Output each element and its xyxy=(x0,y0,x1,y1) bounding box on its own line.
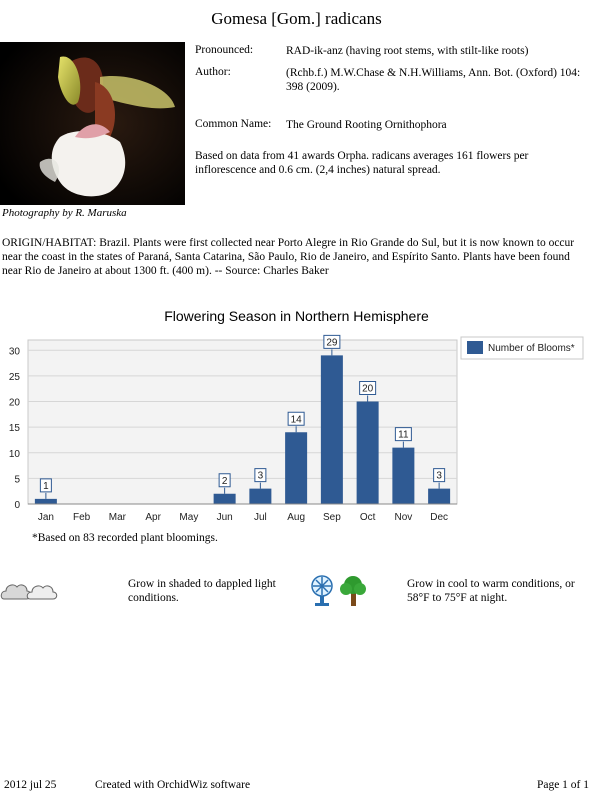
data-label: 3 xyxy=(436,470,442,482)
x-tick-label: Feb xyxy=(73,512,91,523)
footer-date: 2012 jul 25 xyxy=(4,779,57,791)
y-tick-label: 0 xyxy=(14,500,20,511)
pronounced-value: RAD-ik-anz (having root stems, with stilt-like roots) xyxy=(286,45,529,57)
bar-jun xyxy=(214,494,236,504)
bar-jan xyxy=(35,499,57,504)
light-conditions: Grow in shaded to dappled light conditions. xyxy=(128,578,276,604)
page-title: Gomesa [Gom.] radicans xyxy=(211,9,382,28)
data-label: 29 xyxy=(326,337,338,349)
common-name-label: Common Name: xyxy=(195,118,272,130)
legend-label: Number of Blooms* xyxy=(488,343,575,354)
data-label: 14 xyxy=(290,414,302,426)
common-name-value: The Ground Rooting Ornithophora xyxy=(286,119,447,131)
orchid-photo xyxy=(0,42,185,205)
x-tick-label: Sep xyxy=(322,512,341,523)
bar-dec xyxy=(428,489,450,504)
y-tick-label: 20 xyxy=(8,397,20,409)
x-tick-label: Jun xyxy=(216,512,233,523)
y-tick-label: 10 xyxy=(8,448,20,460)
x-tick-label: Dec xyxy=(430,512,449,523)
bar-oct xyxy=(357,402,379,505)
bar-aug xyxy=(285,432,307,504)
data-label: 1 xyxy=(43,480,49,492)
bar-sep xyxy=(321,355,343,504)
x-tick-label: Jul xyxy=(253,512,267,523)
x-tick-label: Aug xyxy=(287,512,306,523)
origin-habitat: ORIGIN/HABITAT: Brazil. Plants were first collected near Porto Alegre in Rio Grande do Sul, but it is now known to occur near the coast in the states of Paraná, Santa Catarina, São Paulo, Rio de Janeiro, and Espírito Santo. Plants have been found near Rio de Janeiro at about 1300 ft. (400 m). -- Source: Charles Baker xyxy=(2,237,575,277)
flowering-chart xyxy=(0,330,593,530)
y-tick-label: 25 xyxy=(8,371,20,383)
x-tick-label: Nov xyxy=(394,512,413,523)
author-label: Author: xyxy=(195,66,231,78)
data-label: 2 xyxy=(221,475,228,487)
legend-swatch xyxy=(467,341,483,354)
data-label: 20 xyxy=(362,383,374,395)
footer-software: Created with OrchidWiz software xyxy=(95,779,251,791)
y-tick-label: 15 xyxy=(8,423,20,435)
chart-title: Flowering Season in Northern Hemisphere xyxy=(164,308,429,324)
temperature-conditions: Grow in cool to warm conditions, or 58°F to 75°F at night. xyxy=(407,578,575,604)
y-tick-label: 30 xyxy=(8,346,20,358)
x-tick-label: Oct xyxy=(359,512,376,523)
photo-credit: Photography by R. Maruska xyxy=(2,207,127,219)
clouds-icon xyxy=(0,577,60,612)
x-tick-label: Jan xyxy=(37,512,54,523)
data-label: 11 xyxy=(398,429,409,441)
x-tick-label: Apr xyxy=(145,512,161,523)
bar-nov xyxy=(392,448,414,504)
y-tick-label: 5 xyxy=(14,474,20,486)
x-tick-label: May xyxy=(179,512,199,523)
chart-footnote: *Based on 83 recorded plant bloomings. xyxy=(32,532,218,544)
awards-summary: Based on data from 41 awards Orpha. radicans averages 161 flowers per inflorescence and 0.6 cm. (2,4 inches) natural spread. xyxy=(195,150,529,176)
footer-page: Page 1 of 1 xyxy=(536,779,589,791)
x-tick-label: Mar xyxy=(108,512,126,523)
bar-jul xyxy=(249,489,271,504)
data-label: 3 xyxy=(257,470,264,482)
author-value: (Rchb.f.) M.W.Chase & N.H.Williams, Ann. Bot. (Oxford) 104: 398 (2009). xyxy=(286,67,581,93)
fan-tree-icon xyxy=(308,574,370,613)
pronounced-label: Pronounced: xyxy=(195,44,254,56)
